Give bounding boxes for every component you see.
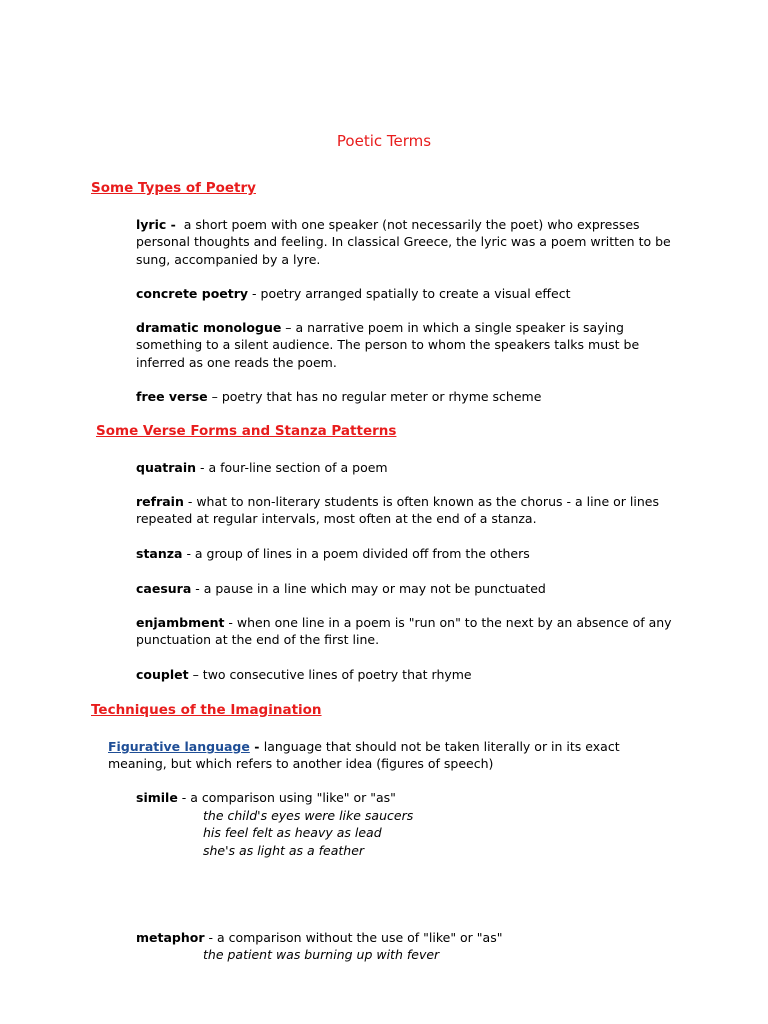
heading-types-of-poetry: Some Types of Poetry bbox=[91, 180, 256, 196]
term-quatrain: quatrain bbox=[136, 460, 197, 475]
def-stanza: - a group of lines in a poem divided off from the others bbox=[182, 546, 530, 561]
simile-examples bbox=[203, 807, 413, 859]
entry-quatrain bbox=[136, 459, 684, 476]
term-free-verse: free verse bbox=[136, 389, 208, 404]
figurative-language-link[interactable]: Figurative language bbox=[108, 739, 250, 754]
entry-free-verse bbox=[136, 388, 684, 405]
term-metaphor: metaphor bbox=[136, 930, 205, 945]
entry-lyric bbox=[136, 216, 684, 268]
def-refrain: - what to non-literary students is often known as the chorus - a line or lines repeated at regular intervals, most often at the end of a stanza. bbox=[136, 494, 663, 527]
def-couplet: – two consecutive lines of poetry that rhyme bbox=[188, 667, 472, 682]
term-couplet: couplet bbox=[136, 667, 189, 682]
simile-example-2: his feel felt as heavy as lead bbox=[203, 825, 382, 841]
term-dramatic-monologue: dramatic monologue bbox=[136, 320, 282, 335]
entry-stanza bbox=[136, 545, 684, 562]
term-lyric: lyric - bbox=[136, 217, 176, 232]
def-lyric: a short poem with one speaker (not necessarily the poet) who expresses personal thoughts and feeling. In classical Greece, the lyric was a poem written to be sung, accompanied by a lyre. bbox=[136, 217, 675, 267]
page-title: Poetic Terms bbox=[336, 132, 432, 150]
entry-concrete-poetry bbox=[136, 285, 684, 302]
entry-refrain bbox=[136, 493, 684, 528]
entry-couplet bbox=[136, 666, 684, 683]
metaphor-examples bbox=[203, 946, 439, 963]
entry-figurative-language bbox=[108, 738, 648, 773]
term-caesura: caesura bbox=[136, 581, 192, 596]
entry-enjambment bbox=[136, 614, 684, 649]
def-dramatic-monologue: – a narrative poem in which a single speaker is saying something to a silent audience. The person to whom the speakers talks must be inferred as one reads the poem. bbox=[136, 320, 644, 370]
def-free-verse: – poetry that has no regular meter or rhyme scheme bbox=[207, 389, 542, 404]
heading-verse-forms: Some Verse Forms and Stanza Patterns bbox=[96, 423, 397, 439]
entry-simile bbox=[136, 789, 684, 806]
metaphor-example-1: the patient was burning up with fever bbox=[203, 947, 440, 962]
term-refrain: refrain bbox=[136, 494, 184, 509]
term-simile: simile bbox=[136, 790, 178, 805]
def-simile: - a comparison using "like" or "as" bbox=[177, 790, 396, 805]
heading-techniques-imagination: Techniques of the Imagination bbox=[91, 702, 322, 718]
def-metaphor: - a comparison without the use of "like" or "as" bbox=[204, 930, 503, 945]
def-enjambment: - when one line in a poem is "run on" to the next by an absence of any punctuation at the end of the first line. bbox=[136, 615, 676, 648]
entry-dramatic-monologue bbox=[136, 319, 684, 371]
simile-example-3: she's as light as a feather bbox=[203, 842, 365, 858]
def-quatrain: - a four-line section of a poem bbox=[196, 460, 388, 475]
def-figurative-language: language that should not be taken literally or in its exact meaning, but which refers to another idea (figures of speech) bbox=[108, 739, 620, 772]
entry-caesura bbox=[136, 580, 684, 597]
entry-metaphor bbox=[136, 929, 684, 946]
term-concrete-poetry: concrete poetry bbox=[136, 286, 249, 301]
def-caesura: - a pause in a line which may or may not be punctuated bbox=[191, 581, 546, 596]
term-stanza: stanza bbox=[136, 546, 183, 561]
figurative-separator: - bbox=[249, 739, 264, 754]
simile-example-1: the child's eyes were like saucers bbox=[203, 808, 414, 823]
term-enjambment: enjambment bbox=[136, 615, 225, 630]
def-concrete-poetry: - poetry arranged spatially to create a visual effect bbox=[248, 286, 571, 301]
